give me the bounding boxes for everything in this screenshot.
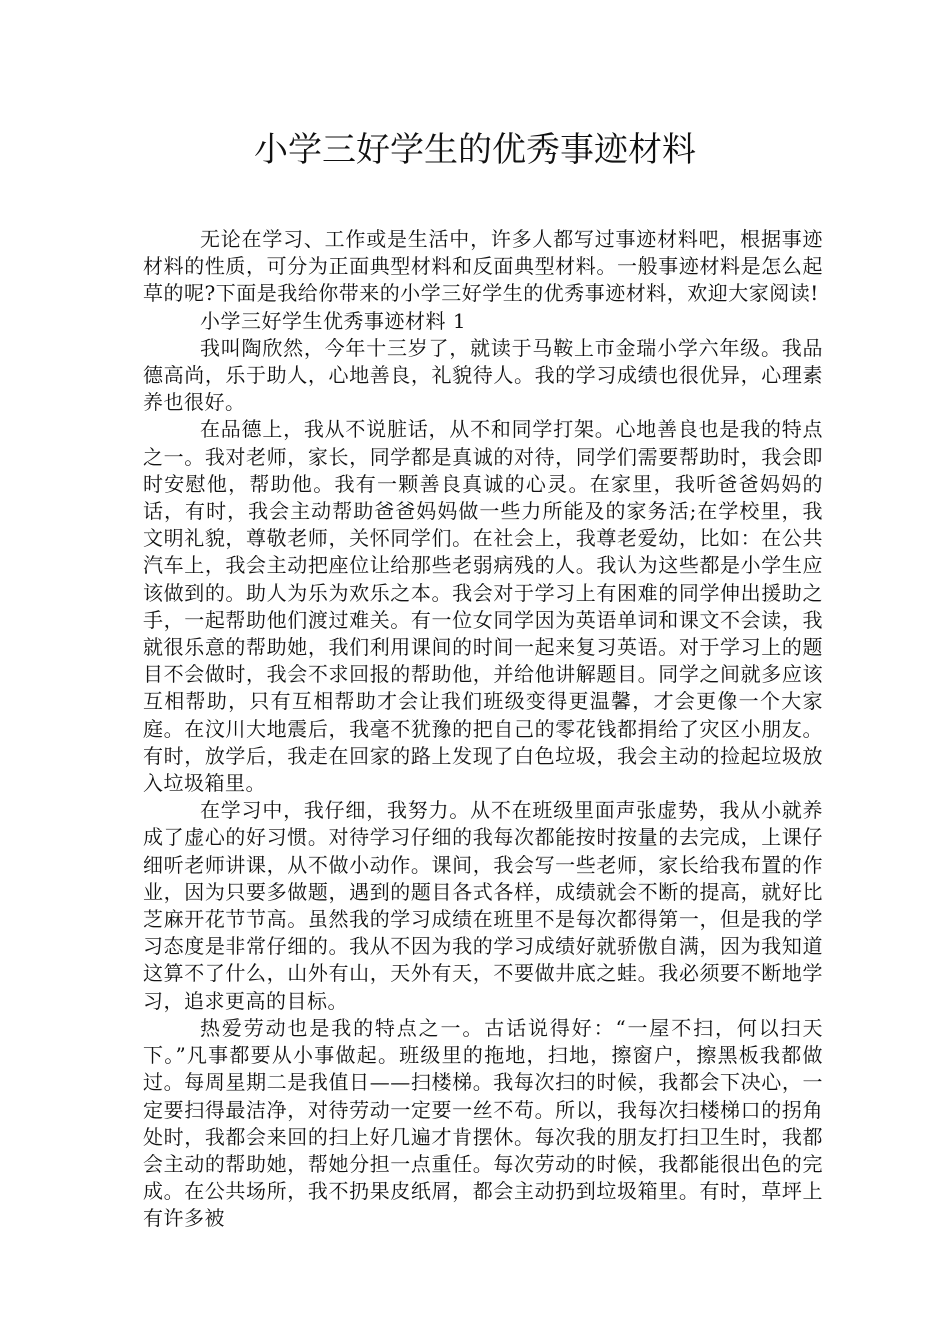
document-title: 小学三好学生的优秀事迹材料 — [254, 130, 696, 170]
study-paragraph: 在学习中，我仔细，我努力。从不在班级里面声张虚势，我从小就养成了虚心的好习惯。对待学习仔细的我每次都能按时按量的去完成，上课仔细听老师讲课，从不做小动作。课间，我会写一些老师，家长给我布置的作业，因为只要多做题，遇到的题目各式各样，成绩就会不断的提高，就好比芝麻开花节节高。虽然我的学习成绩在班里不是每次都得第一，但是我的学习态度是非常仔细的。我从不因为我的学习成绩好就骄傲自满，因为我知道这算不了什么，山外有山，天外有天，不要做井底之蛙。我必须要不断地学习，追求更高的目标。 — [143, 798, 823, 1013]
document-body — [143, 226, 823, 1233]
morality-paragraph: 在品德上，我从不说脏话，从不和同学打架。心地善良也是我的特点之一。我对老师，家长，同学都是真诚的对待，同学们需要帮助时，我会即时安慰他，帮助他。我有一颗善良真诚的心灵。在家里，我听爸爸妈妈的话，有时，我会主动帮助爸爸妈妈做一些力所能及的家务活;在学校里，我文明礼貌，尊敬老师，关怀同学们。在社会上，我尊老爱幼，比如：在公共汽车上，我会主动把座位让给那些老弱病残的人。我认为这些都是小学生应该做到的。助人为乐为欢乐之本。我会对于学习上有困难的同学伸出援助之手，一起帮助他们渡过难关。有一位女同学因为英语单词和课文不会读，我就很乐意的帮助她，我们利用课间的时间一起来复习英语。对于学习上的题目不会做时，我会不求回报的帮助他，并给他讲解题目。同学之间就多应该互相帮助，只有互相帮助才会让我们班级变得更温馨，才会更像一个大家庭。在汶川大地震后，我毫不犹豫的把自己的零花钱都捐给了灾区小朋友。有时，放学后，我走在回家的路上发现了白色垃圾，我会主动的捡起垃圾放入垃圾箱里。 — [143, 417, 823, 796]
intro-paragraph: 无论在学习、工作或是生活中，许多人都写过事迹材料吧，根据事迹材料的性质，可分为正面典型材料和反面典型材料。一般事迹材料是怎么起草的呢?下面是我给你带来的小学三好学生的优秀事迹材料，欢迎大家阅读! — [143, 227, 823, 306]
self-intro-paragraph: 我叫陶欣然，今年十三岁了，就读于马鞍上市金瑞小学六年级。我品德高尚，乐于助人，心地善良，礼貌待人。我的学习成绩也很优异，心理素养也很好。 — [143, 335, 823, 415]
section-heading: 小学三好学生优秀事迹材料 1 — [200, 308, 467, 333]
labor-paragraph: 热爱劳动也是我的特点之一。古话说得好：“一屋不扫，何以扫天下。”凡事都要从小事做起。班级里的拖地，扫地，擦窗户，擦黑板我都做过。每周星期二是我值日——扫楼梯。我每次扫的时候，我都会下决心，一定要扫得最洁净，对待劳动一定要一丝不苟。所以，我每次扫楼梯口的拐角处时，我都会来回的扫上好几遍才肯摆休。每次我的朋友打扫卫生时，我都会主动的帮助她，帮她分担一点重任。每次劳动的时候，我都能很出色的完成。在公共场所，我不扔果皮纸屑，都会主动扔到垃圾箱里。有时，草坪上有许多被 — [143, 1015, 823, 1231]
